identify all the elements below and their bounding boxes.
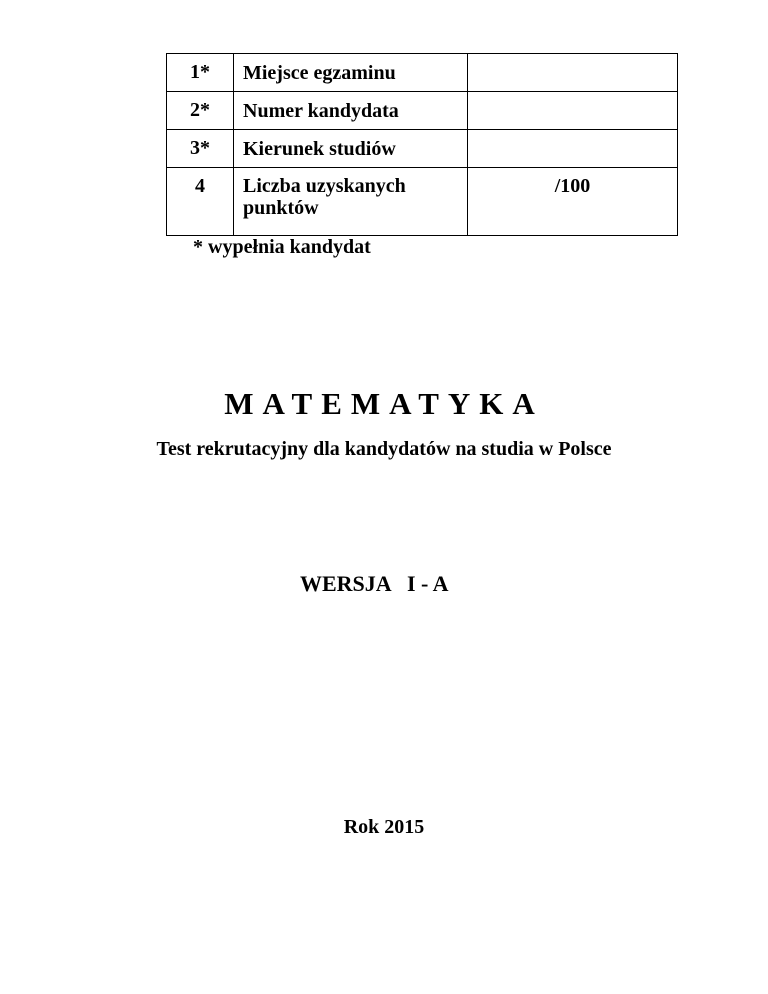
exam-location-field[interactable] [468,54,678,92]
field-of-study-field[interactable] [468,130,678,168]
document-subtitle: Test rekrutacyjny dla kandydatów na studia w Polsce [156,438,612,460]
points-score-field: /100 [468,168,678,236]
row-number: 3* [167,130,234,168]
table-row [167,54,678,92]
table-row [167,92,678,130]
table-row [167,130,678,168]
row-number: 4 [167,168,234,236]
row-number: 1* [167,54,234,92]
document-year: Rok 2015 [343,816,425,838]
row-number: 2* [167,92,234,130]
row-label: Kierunek studiów [234,130,468,168]
candidate-fill-note: * wypełnia kandydat [193,236,371,258]
candidate-number-field[interactable] [468,92,678,130]
test-version: WERSJA I - A [300,571,449,596]
row-label: Liczba uzyskanych punktów [234,168,468,236]
table-row [167,168,678,236]
row-label: Numer kandydata [234,92,468,130]
candidate-info-table [166,53,678,236]
row-label: Miejsce egzaminu [234,54,468,92]
document-title: MATEMATYKA [224,386,544,421]
